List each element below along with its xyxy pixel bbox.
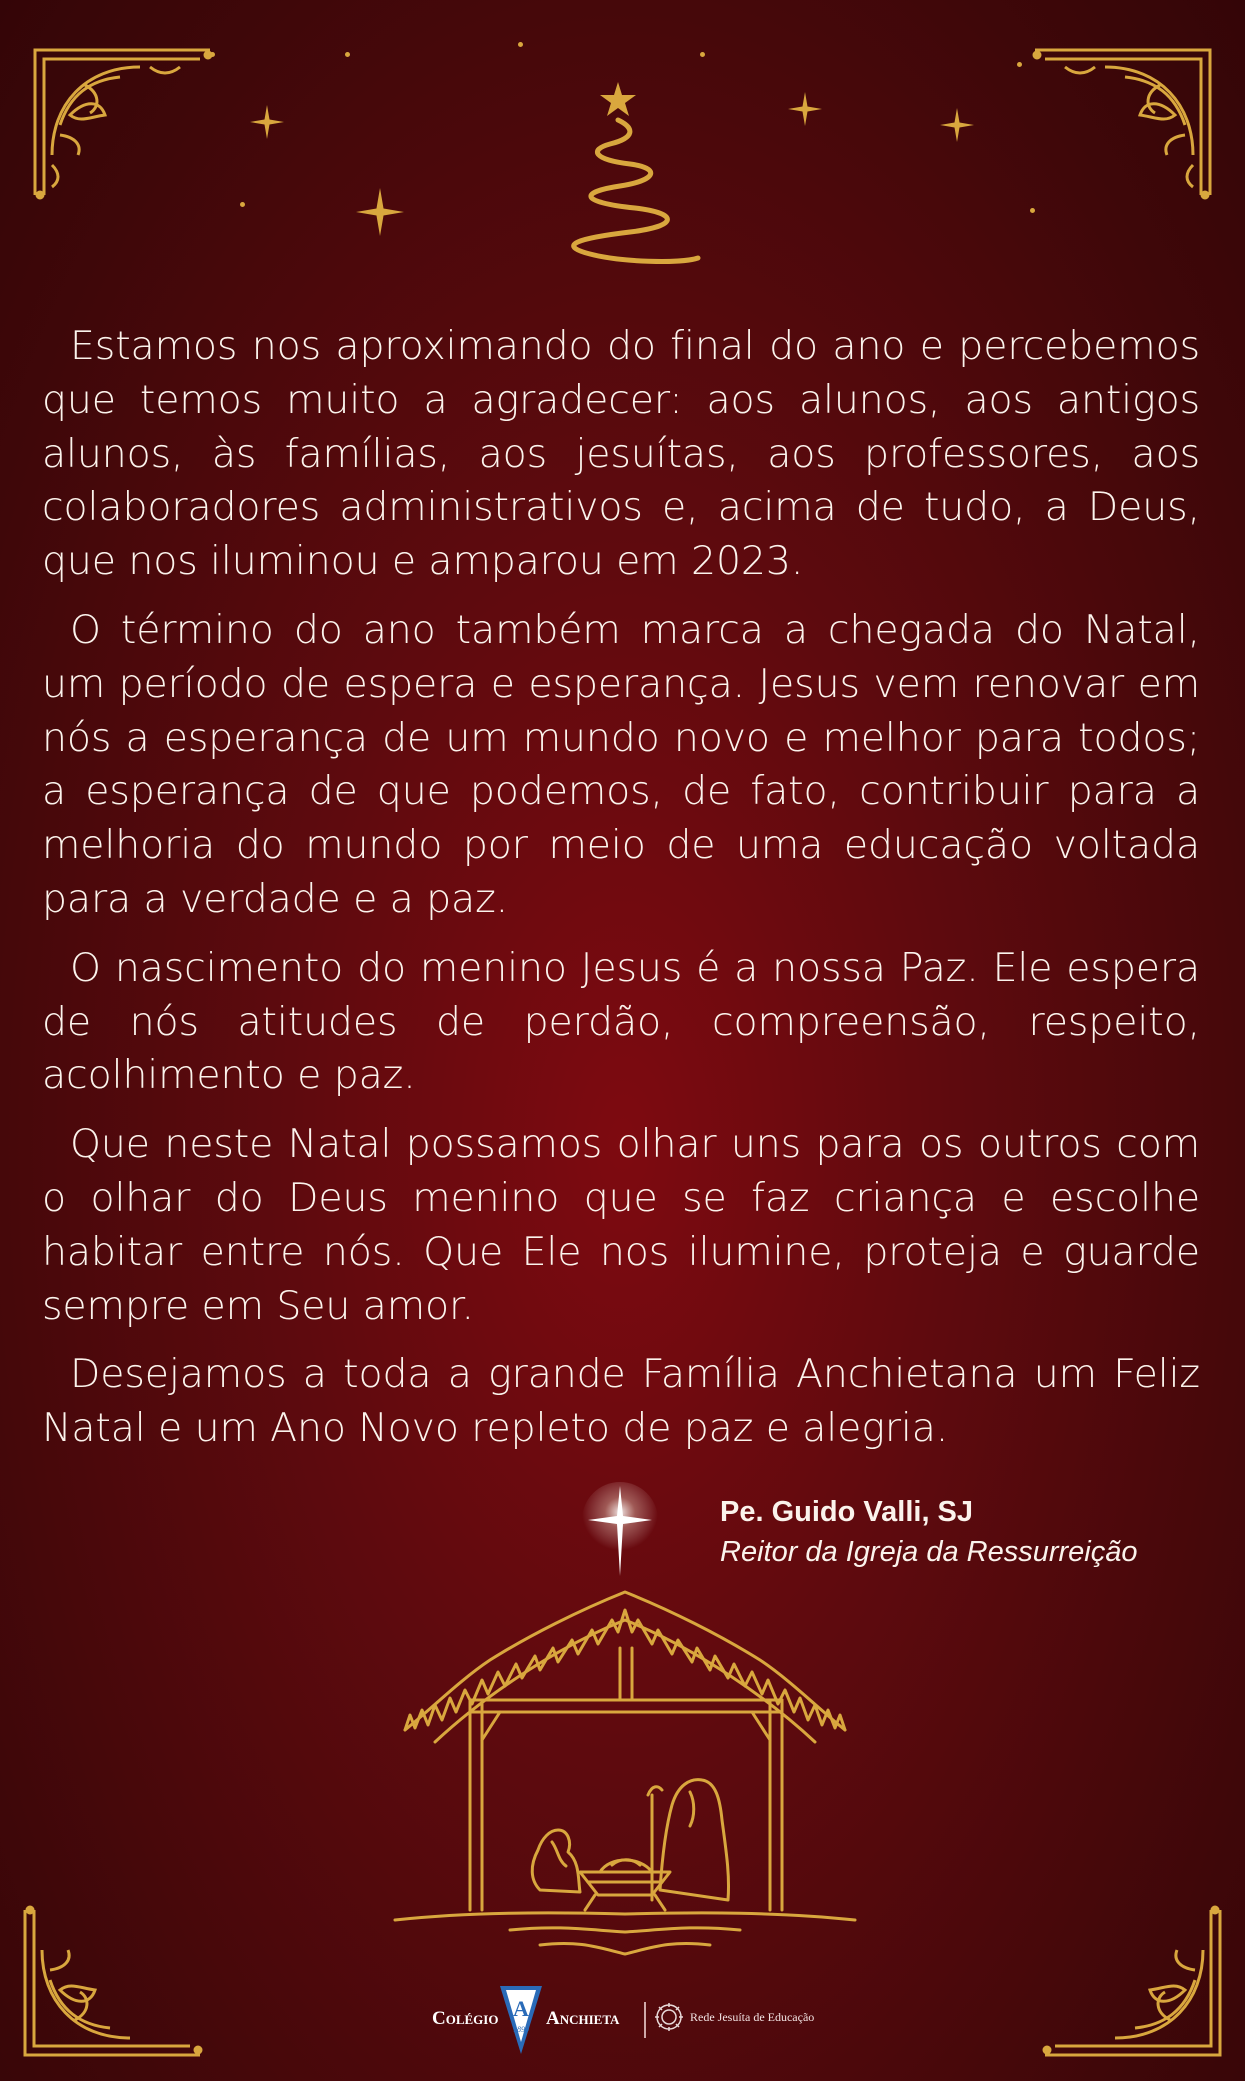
star-dot xyxy=(518,42,523,47)
sparkle-star-icon xyxy=(940,108,974,142)
logo-letter: A xyxy=(513,1996,529,2021)
jesuit-seal-icon xyxy=(654,2002,684,2032)
corner-ornament-bottom-left xyxy=(20,1900,210,2060)
colegio-anchieta-logo xyxy=(498,1984,544,2056)
corner-ornament-top-left xyxy=(30,45,220,205)
star-dot xyxy=(210,52,215,57)
star-dot xyxy=(1030,208,1035,213)
message-paragraph: Desejamos a toda a grande Família Anchietana um Feliz Natal e um Ano Novo repleto de paz e alegria. xyxy=(42,1351,1200,1452)
school-name-part1: Colégio xyxy=(432,2008,499,2029)
footer-logos xyxy=(430,1984,830,2064)
message-paragraph: Que neste Natal possamos olhar uns para os outros com o olhar do Deus menino que se faz criança e escolhe habitar entre nós. Que Ele nos ilumine, proteja e guarde sempre em Seu amor. xyxy=(42,1121,1200,1329)
message-paragraph: O nascimento do menino Jesus é a nossa Paz. Ele espera de nós atitudes de perdão, compreensão, respeito, acolhimento e paz. xyxy=(42,944,1200,1099)
nativity-scene-illustration xyxy=(390,1580,860,1960)
corner-ornament-top-right xyxy=(1025,45,1215,205)
school-name-part2: Anchieta xyxy=(546,2008,620,2029)
christmas-tree-icon xyxy=(540,80,710,270)
signature-name: Pe. Guido Valli, SJ xyxy=(720,1496,974,1528)
signature xyxy=(720,1492,1210,1572)
star-dot xyxy=(1017,62,1022,67)
sparkle-star-icon xyxy=(356,188,404,236)
star-dot xyxy=(700,52,705,57)
logo-year: 1890 xyxy=(513,2025,529,2034)
corner-ornament-bottom-right xyxy=(1035,1900,1225,2060)
footer-divider xyxy=(644,2002,646,2038)
signature-role: Reitor da Igreja da Ressurreição xyxy=(720,1536,1138,1568)
star-dot xyxy=(240,202,245,207)
sparkle-star-icon xyxy=(788,92,822,126)
message-paragraph: Estamos nos aproximando do final do ano e percebemos que temos muito a agradecer: aos alunos, aos antigos alunos, às famílias, aos jesuítas, aos professores, aos colaboradores administrativos e, acima de tudo, a Deus, que nos iluminou e amparou em 2023. xyxy=(42,323,1200,585)
bethlehem-star-icon xyxy=(580,1480,660,1580)
sparkle-star-icon xyxy=(250,105,284,139)
star-dot xyxy=(345,52,350,57)
message-paragraph: O término do ano também marca a chegada do Natal, um período de espera e esperança. Jesus vem renovar em nós a esperança de um mundo novo e melhor para todos; a esperança de que podemos, de fato, contribuir para a melhoria do mundo por meio de uma educação voltada para a verdade e a paz. xyxy=(42,606,1200,922)
network-name: Rede Jesuíta de Educação xyxy=(690,2010,815,2024)
message-body xyxy=(42,320,1200,1471)
